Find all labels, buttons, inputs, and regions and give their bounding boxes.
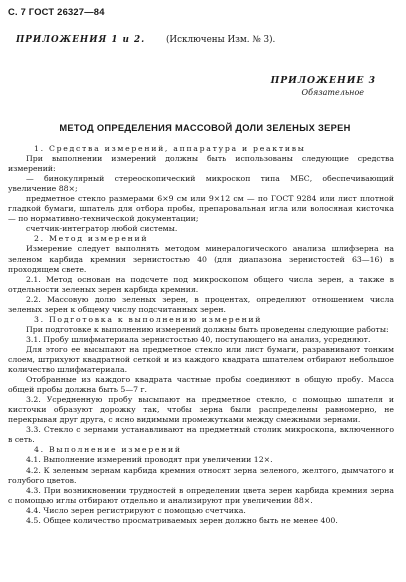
appendix-3-heading: [8, 75, 376, 99]
appendix-1-2-note: (Исключены Изм. № 3).: [166, 35, 276, 45]
section-heading: 2. Метод измерений: [34, 234, 149, 244]
appendix-3-subtitle: Обязательное: [301, 88, 364, 97]
paragraph: 2.2. Массовую долю зеленых зерен, в процентах, определяют отношением числа зеленых зерен к общему числу подсчитанных зерен.: [8, 294, 394, 314]
paragraph: Отобранные из каждого квадрата частные пробы соединяют в общую пробу. Масса общей пробы должна быть 5—7 г.: [8, 375, 394, 395]
paragraph: 4.5. Общее количество просматриваемых зерен должно быть не менее 400.: [26, 515, 338, 525]
document-body: [8, 144, 394, 526]
appendix-1-2-label: ПРИЛОЖЕНИЯ 1 и 2.: [16, 35, 146, 45]
paragraph: 4.1. Выполнение измерений проводят при увеличении 12×.: [26, 455, 273, 465]
paragraph: 4.2. К зеленым зернам карбида кремния относят зерна зеленого, желтого, дымчатого и голубого цветов.: [8, 465, 394, 485]
section-heading: 4. Выполнение измерений: [34, 445, 182, 455]
paragraph: — бинокулярный стереоскопический микроскоп типа МБС, обеспечивающий увеличение 88×;: [8, 174, 394, 194]
paragraph: 2.1. Метод основан на подсчете под микроскопом общего числа зерен, а также в отдельности зеленых зерен карбида кремния.: [8, 274, 394, 294]
paragraph: 3.2. Усредненную пробу высыпают на предметное стекло, с помощью шпателя и кисточки образуют дорожку так, чтобы зерна были распределены равномерно, не перекрывая друг друга, с ясно видимыми промежутками между смежными зернами.: [8, 395, 394, 425]
appendix-3-title: ПРИЛОЖЕНИЕ 3: [270, 75, 376, 86]
section-heading: 3. Подготовка к выполнению измерений: [34, 314, 263, 324]
paragraph: При подготовке к выполнению измерений должны быть проведены следующие работы:: [26, 324, 389, 334]
paragraph: Для этого ее высыпают на предметное стекло или лист бумаги, разравнивают тонким слоем, штрихуют квадратной сеткой и из каждого квадрата шпателем отбирают небольшое количество шлифматериала.: [8, 344, 394, 375]
paragraph: счетчик-интегратор любой системы.: [26, 224, 178, 234]
section-heading: 1. Средства измерений, аппаратура и реактивы: [34, 144, 306, 153]
paragraph: предметное стекло размерами 6×9 см или 9×12 см — по ГОСТ 9284 или лист плотной гладкой бумаги, шпатель для отбора пробы, препаровальная игла или волосяная кисточка — по нормативно-технической документации;: [8, 194, 394, 224]
appendix-1-2-line: [16, 35, 394, 45]
paragraph: 4.3. При возникновении трудностей в определении цвета зерен карбида кремния зерна с помощью иглы отбирают отдельно и анализируют при увеличении 88×.: [8, 485, 394, 505]
running-head: С. 7 ГОСТ 26327—84: [8, 6, 105, 17]
paragraph: Измерение следует выполнять методом минералогического анализа шлифзерна на зеленом карбида кремния зернистостью 40 (для диапазона зернистостей 63—16) в проходящем свете.: [8, 244, 394, 274]
method-title: МЕТОД ОПРЕДЕЛЕНИЯ МАССОВОЙ ДОЛИ ЗЕЛЕНЫХ ЗЕРЕН: [59, 123, 351, 133]
paragraph: 3.3. Стекло с зернами устанавливают на предметный столик микроскопа, включенного в сеть.: [8, 425, 394, 445]
paragraph: При выполнении измерений должны быть использованы следующие средства измерений:: [8, 154, 394, 174]
paragraph: 4.4. Число зерен регистрируют с помощью счетчика.: [26, 505, 246, 515]
paragraph: 3.1. Пробу шлифматериала зернистостью 40, поступающего на анализ, усредняют.: [26, 334, 371, 344]
